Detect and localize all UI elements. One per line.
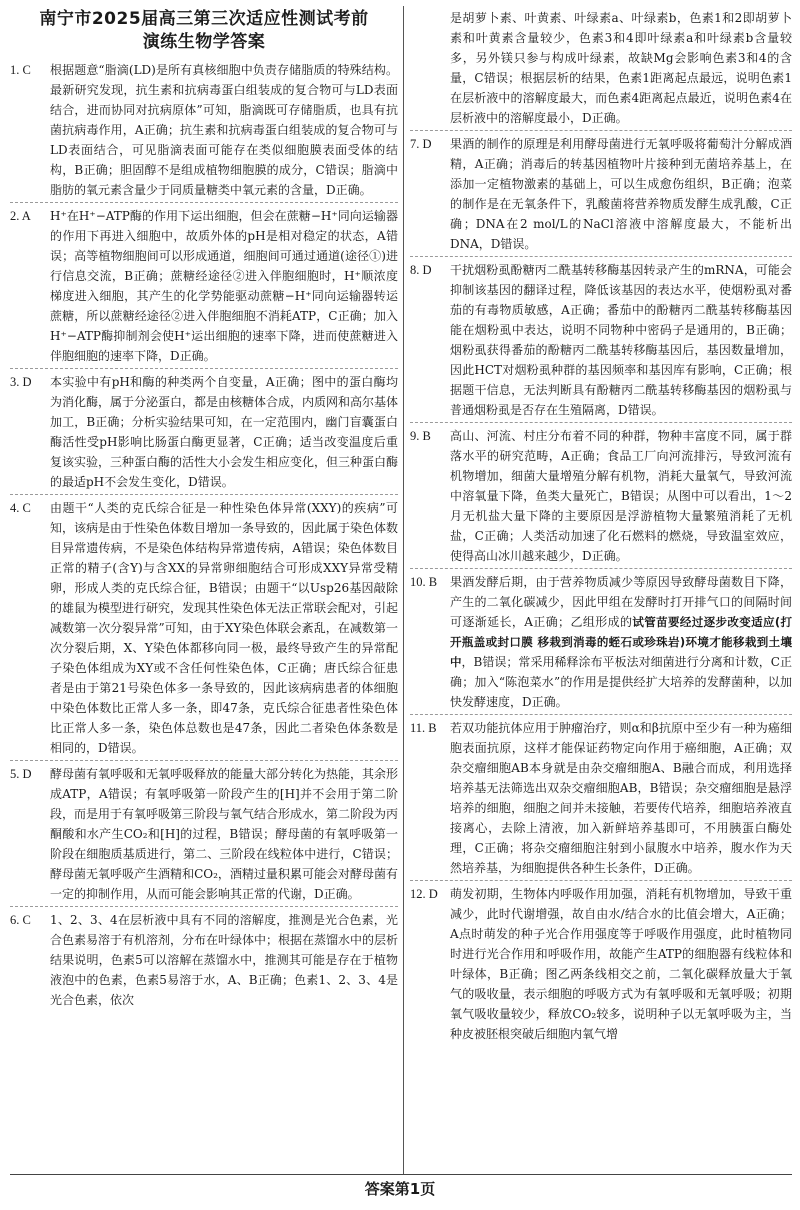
dashed-separator <box>10 906 398 907</box>
dashed-separator <box>410 880 792 881</box>
answer-text: 由题干“人类的克氏综合征是一种性染色体异常(XXY)的疾病”可知，该病是由于性染色体数目增加一条导致的，因此属于染色体数目异常遗传病，不是染色体结构异常遗传病，A错误；染色体数目正常的精子(含Y)与含XX的异常卵细胞结合可形成XXY异常受精卵，形成人类的克氏综合征，B错误；由题干“以Usp26基因敲除的雄鼠为模型进行研究，发现其性染色体无法正常联会配对，引起减数第一次分裂异常”可知，由于XY染色体联会紊乱，在减数第一次分裂后期，X、Y染色体都移向同一极，最终导致产生的异常配子染色体组成为XY或不含任何性染色体，C正确；唐氏综合征患者是由于第21号染色体多一条导致的，因此该病病患者的体细胞中染色体数比正常人多一条，即47条，克氏综合征患者性染色体比正常人多一条，染色体总数也是47条，因此二者染色体条数是相同的，D错误。 <box>50 501 399 755</box>
answer-item-2 <box>10 206 398 366</box>
answer-text: 酵母菌有氧呼吸和无氧呼吸释放的能量大部分转化为热能，其余形成ATP，A错误；有氧呼吸第一阶段产生的[H]并不会用于第二阶段，而是用于有氧呼吸第三阶段与氧气结合形成水，第二阶段为丙酮酸和水产生CO₂和[H]的过程，B错误；酵母菌的有氧呼吸第一阶段在细胞质基质进行，第二、三阶段在线粒体中进行，C错误；酵母菌无氧呼吸产生酒精和CO₂，酒精过量积累可能会对酵母菌有一定的抑制作用，从而可能会影响其正常的代谢，D正确。 <box>50 767 399 901</box>
answer-number: 8. D <box>410 263 432 277</box>
answer-item-3 <box>10 372 398 492</box>
answer-item-4 <box>10 498 398 758</box>
dashed-separator <box>410 130 792 131</box>
answer-item-5 <box>10 764 398 904</box>
answer-item-9 <box>410 426 792 566</box>
answer-text-tail: ，B错误；常采用稀释涂布平板法对细菌进行分离和计数，C正确；加入“陈泡菜水”的作用是提供经扩大培养的发酵菌种，以加快发酵速度，D正确。 <box>450 655 793 709</box>
page-title <box>10 8 398 54</box>
answer-number: 9. B <box>410 429 431 443</box>
answer-item-1 <box>10 60 398 200</box>
column-divider <box>403 6 404 1174</box>
dashed-separator <box>10 494 398 495</box>
answer-number: 12. D <box>410 887 438 901</box>
title-line-2: 演练生物学答案 <box>142 32 266 52</box>
answer-item-6 <box>10 910 398 1010</box>
answer-number: 6. C <box>10 913 31 927</box>
answer-text-bold: 试管苗要经过逐步改变适应(打开瓶盖或封口膜 移栽到消毒的蛭石或珍珠岩)环境才能移栽到土壤中 <box>450 615 792 669</box>
answer-number: 1. C <box>10 63 31 77</box>
dashed-separator <box>410 568 792 569</box>
left-column <box>10 8 398 1010</box>
answer-text: 萌发初期，生物体内呼吸作用加强，消耗有机物增加，导致干重减少，此时代谢增强，故自由水/结合水的比值会增大，A正确；A点时萌发的种子光合作用强度等于呼吸作用强度，此时植物同时进行光合作用和呼吸作用，故能产生ATP的细胞器有线粒体和叶绿体，B正确；图乙两条线相交之前，二氧化碳释放量大于氧气的吸收量，表示细胞的呼吸方式为有氧呼吸和无氧呼吸；初期氧气吸收量较少，释放CO₂较多，说明种子以无氧呼吸为主，当种皮被胚根突破后细胞内氧气增 <box>450 887 792 1041</box>
answer-6-continued: 是胡萝卜素、叶黄素、叶绿素a、叶绿素b，色素1和2即胡萝卜素和叶黄素含量较少，色素3和4即叶绿素a和叶绿素b含量较多，另外镁只参与构成叶绿素，故缺Mg会影响色素3和4的含量，C错误；根据层析的结果，色素1距离起点最远，说明色素1在层析液中的溶解度最大，而色素4距离起点最近，说明色素4在层析液中的溶解度最小，D正确。 <box>450 11 792 125</box>
answer-item-11 <box>410 718 792 878</box>
answer-number: 4. C <box>10 501 31 515</box>
answer-text-lead: 果酒发酵后期，由于营养物质减少等原因导致酵母菌数目下降，产生的二氧化碳减少，因此甲组在发酵时打开排气口的间隔时间可逐渐延长，A正确；乙组形成的 <box>450 575 792 629</box>
answer-item-12 <box>410 884 792 1044</box>
answer-text: H⁺在H⁺−ATP酶的作用下运出细胞，但会在蔗糖−H⁺同向运输器的作用下再进入细胞中，故质外体的pH是相对稳定的状态，A错误；高等植物细胞间可以形成通道，细胞间可通过通道(途径①)进行信息交流，B正确；蔗糖经途径②进入伴胞细胞时，H⁺顺浓度梯度进入细胞，其产生的化学势能驱动蔗糖−H⁺同向运输器转运蔗糖，所以蔗糖经途径②进入伴胞细胞不消耗ATP，C正确；加入H⁺−ATP酶抑制剂会使H⁺运出细胞的速率下降，进而使蔗糖进入伴胞细胞的速率下降，D正确。 <box>50 209 398 363</box>
answer-item-10 <box>410 572 792 712</box>
dashed-separator <box>10 760 398 761</box>
footer-rule <box>10 1174 792 1175</box>
dashed-separator <box>10 368 398 369</box>
answer-text: 1、2、3、4在层析液中具有不同的溶解度，推测是光合色素，光合色素易溶于有机溶剂，分布在叶绿体中；根据在蒸馏水中的层析结果说明，色素5可以溶解在蒸馏水中，推测其可能是存在于植物液泡中的色素，色素5易溶于水，A、B正确；色素1、2、3、4是光合色素，依次 <box>50 913 399 1007</box>
answer-item-8 <box>410 260 792 420</box>
answer-text: 本实验中有pH和酶的种类两个自变量，A正确；图中的蛋白酶均为消化酶，属于分泌蛋白，都是由核糖体合成，内质网和高尔基体加工，B正确；分析实验结果可知，在一定范围内，幽门盲囊蛋白酶活性受pH影响比肠蛋白酶更显著，C正确；适当改变温度后重复该实验，三种蛋白酶的活性大小会发生相应变化，但三种蛋白酶的最适pH不会发生变化，D错误。 <box>50 375 399 489</box>
answer-number: 7. D <box>410 137 432 151</box>
answer-item-7 <box>410 134 792 254</box>
right-column <box>410 8 792 1044</box>
answer-text: 若双功能抗体应用于肿瘤治疗，则α和β抗原中至少有一种为癌细胞表面抗原，这样才能保证药物定向作用于癌细胞，A正确；双杂交瘤细胞AB本身就是由杂交瘤细胞A、B融合而成，利用选择培养基无法筛选出双杂交瘤细胞AB，B错误；杂交瘤细胞是悬浮培养的细胞，细胞之间并未接触，若要传代培养，细胞培养液直接离心，去除上清液，加入新鲜培养基即可，不用胰蛋白酶处理，C正确；将杂交瘤细胞注射到小鼠腹水中培养，腹水作为天然培养基，为细胞提供各种生长条件，D正确。 <box>450 721 792 875</box>
answer-text: 果酒的制作的原理是利用酵母菌进行无氧呼吸将葡萄汁分解成酒精，A正确；消毒后的转基因植物叶片接种到无菌培养基上，在添加一定植物激素的基础上，可以生成愈伤组织，B正确；泡菜的制作是在无氧条件下，乳酸菌将营养物质发酵生成乳酸，C正确；DNA在2 mol/L的NaCl溶液中溶解度最大，不能析出DNA，D错误。 <box>450 137 792 251</box>
page-footer: 答案第1页 <box>364 1180 436 1198</box>
answer-text: 干扰烟粉虱酚糖丙二酰基转移酶基因转录产生的mRNA，可能会抑制该基因的翻译过程，降低该基因的表达水平，使烟粉虱对番茄的有毒物质敏感，A正确；番茄中的酚糖丙二酰基转移酶基因能在烟粉虱中表达，说明不同物种中密码子是通用的，B正确；烟粉虱获得番茄的酚糖丙二酰基转移酶基因后，基因数量增加，因此HCT对烟粉虱种群的基因频率和基因库有影响，C正确；根据题干信息，无法判断具有酚糖丙二酰基转移酶基因的烟粉虱与普通烟粉虱是否存在生殖隔离，D错误。 <box>450 263 792 417</box>
answer-number: 3. D <box>10 375 32 389</box>
dashed-separator <box>410 714 792 715</box>
answer-number: 5. D <box>10 767 32 781</box>
answer-text: 根据题意“脂滴(LD)是所有真核细胞中负责存储脂质的特殊结构。最新研究发现，抗生素和抗病毒蛋白组装成的复合物可与LD表面结合，进而协同对抗病原体”可知，脂滴既可存储脂质，也具有抗菌抗病毒作用，A正确；抗生素和抗病毒蛋白组装成的复合物可与LD表面结合，可见脂滴表面可能存在类似细胞膜表面受体的结构，B正确；胆固醇不是组成植物细胞膜的成分，C错误；脂滴中脂肪的氧元素含量少于同质量糖类中氧元素的含量，D正确。 <box>50 63 398 197</box>
answer-text <box>450 572 792 712</box>
answer-number: 10. B <box>410 575 438 589</box>
answer-number: 11. B <box>410 721 437 735</box>
dashed-separator <box>410 422 792 423</box>
dashed-separator <box>10 202 398 203</box>
answer-text: 高山、河流、村庄分布着不同的种群，物种丰富度不同，属于群落水平的研究范畴，A正确；食品工厂向河流排污，导致河流有机物增加，细菌大量增殖分解有机物，消耗大量氧气，导致河流中溶氧量下降，鱼类大量死亡，B错误；从图中可以看出，1～2月无机盐大量下降的主要原因是浮游植物大量繁殖消耗了无机盐，C正确；人类活动加速了化石燃料的燃烧，导致温室效应，使得高山冰川越来越少，D正确。 <box>450 429 792 563</box>
title-line-1: 南宁市2025届高三第三次适应性测试考前 <box>39 9 369 29</box>
dashed-separator <box>410 256 792 257</box>
answer-number: 2. A <box>10 209 31 223</box>
